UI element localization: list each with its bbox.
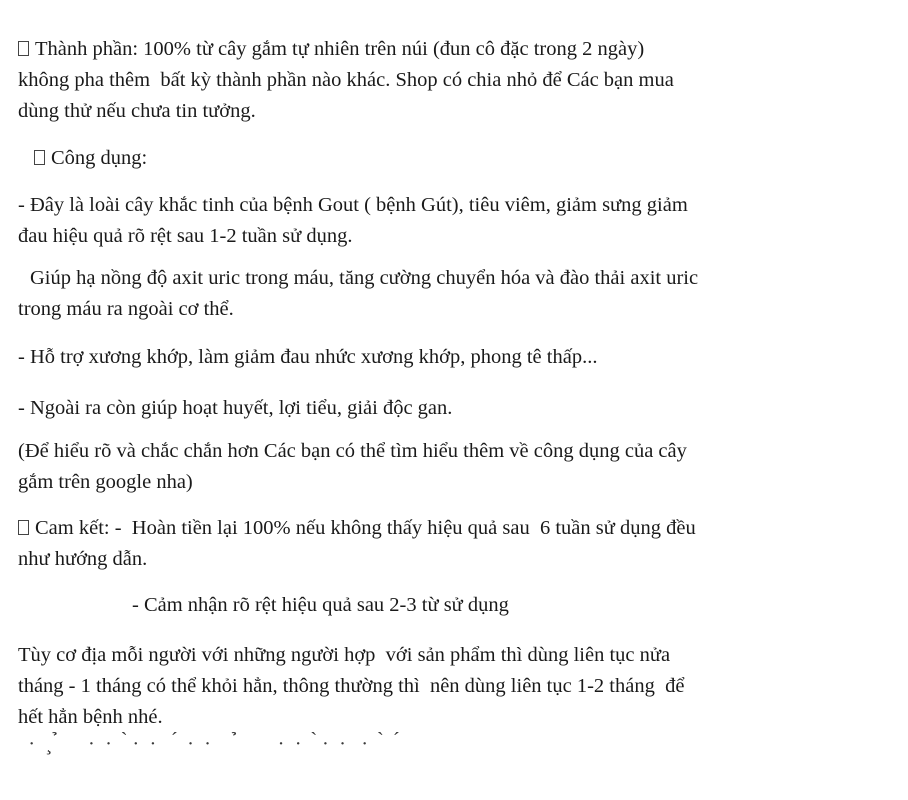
- google-note-paragraph: [18, 436, 794, 498]
- bones-line: - Hỗ trợ xương khớp, làm giảm đau nhức xương khớp, phong tê thấp...: [18, 346, 598, 368]
- uric-acid-paragraph: [18, 263, 806, 325]
- bones-paragraph: [18, 342, 794, 373]
- google-line-1: (Để hiểu rõ và chắc chắn hơn Các bạn có thể tìm hiểu thêm về công dụng của cây: [18, 440, 687, 462]
- feel-line: - Cảm nhận rõ rệt hiệu quả sau 2-3 từ sử dụng: [132, 594, 509, 616]
- feel-paragraph: [132, 590, 908, 621]
- cutoff-line-text: · ¸ ̉ · · ̀ · · ́ · · ̉ · · ̀ · · · ̀ ́: [18, 733, 399, 755]
- commitment-line-2: như hướng dẫn.: [18, 548, 148, 570]
- note-line-2: tháng - 1 tháng có thể khỏi hẳn, thông thường thì nên dùng liên tục 1-2 tháng để: [18, 675, 685, 697]
- commitment-paragraph: [18, 513, 794, 575]
- ingredients-paragraph: [18, 34, 794, 127]
- ingredients-line-3: dùng thử nếu chưa tin tưởng.: [18, 100, 256, 122]
- empty-square-icon: [18, 520, 29, 535]
- empty-square-icon: [34, 150, 45, 165]
- usage-heading-text: Công dụng:: [51, 147, 148, 169]
- gout-paragraph: [18, 190, 794, 252]
- ingredients-line-2: không pha thêm bất kỳ thành phần nào khác. Shop có chia nhỏ để Các bạn mua: [18, 69, 674, 91]
- usage-note-paragraph: [18, 640, 794, 733]
- note-line-3: hết hẳn bệnh nhé.: [18, 706, 163, 728]
- google-line-2: gắm trên google nha): [18, 471, 193, 493]
- liver-paragraph: [18, 393, 794, 424]
- ingredients-line-1-text: Thành phần: 100% từ cây gắm tự nhiên trên núi (đun cô đặc trong 2 ngày): [35, 38, 645, 60]
- uric-line-1: Giúp hạ nồng độ axit uric trong máu, tăng cường chuyển hóa và đào thải axit uric: [30, 267, 699, 289]
- ingredients-line-1: [18, 34, 794, 65]
- uric-line-2: trong máu ra ngoài cơ thể.: [18, 298, 234, 320]
- empty-square-icon: [18, 41, 29, 56]
- usage-heading: [34, 143, 810, 174]
- cutoff-text-line: [18, 733, 794, 758]
- note-line-1: Tùy cơ địa mỗi người với những người hợp với sản phẩm thì dùng liên tục nửa: [18, 644, 671, 666]
- gout-line-1: - Đây là loài cây khắc tinh của bệnh Gout ( bệnh Gút), tiêu viêm, giảm sưng giảm: [18, 194, 688, 216]
- commitment-line-1: [18, 513, 794, 544]
- commitment-line-1-text: Cam kết: - Hoàn tiền lại 100% nếu không thấy hiệu quả sau 6 tuần sử dụng đều: [35, 517, 696, 539]
- liver-line: - Ngoài ra còn giúp hoạt huyết, lợi tiểu, giải độc gan.: [18, 397, 453, 419]
- gout-line-2: đau hiệu quả rõ rệt sau 1-2 tuần sử dụng.: [18, 225, 353, 247]
